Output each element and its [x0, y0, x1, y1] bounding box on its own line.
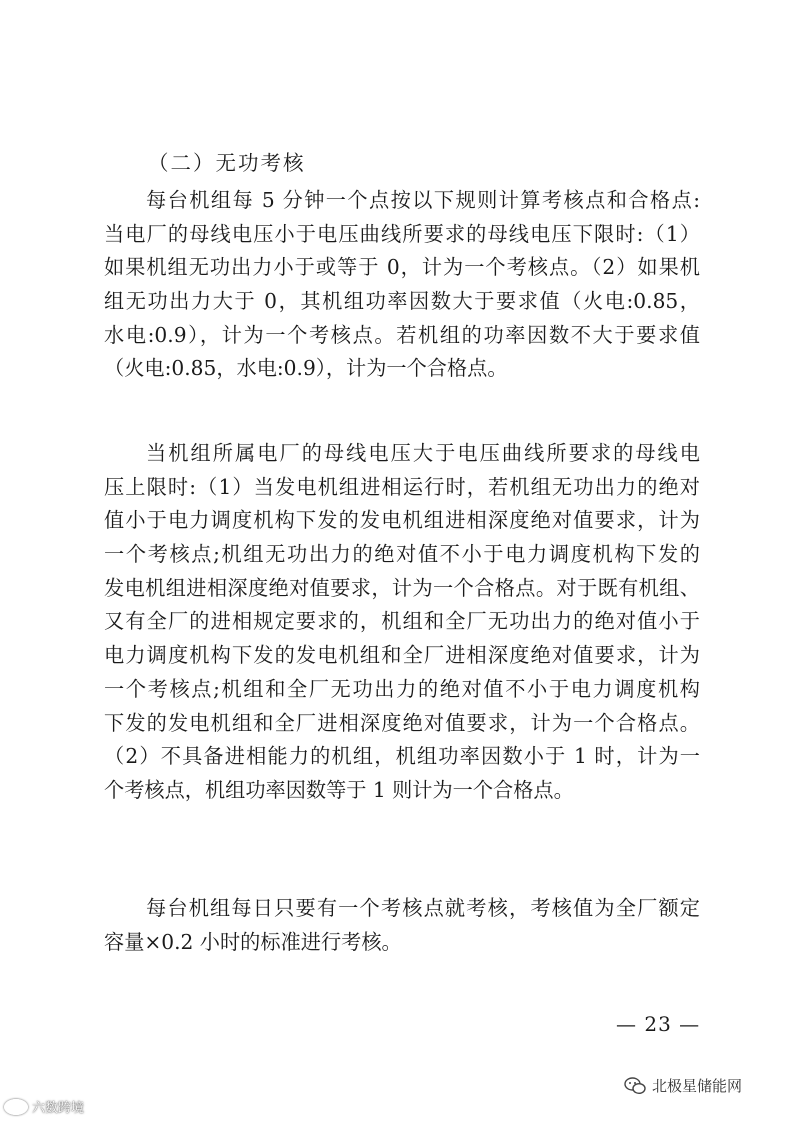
- paragraph-line: 每台机组每 5 分钟一个点按以下规则计算考核点和合格点:: [146, 188, 700, 212]
- paragraph-line: 值小于电力调度机构下发的发电机组进相深度绝对值要求，计为: [104, 508, 700, 533]
- paragraph-line: 水电:0.9），计为一个考核点。若机组的功率因数不大于要求值: [104, 322, 700, 347]
- paragraph-line: 一个考核点;机组和全厂无功出力的绝对值不小于电力调度机构: [104, 676, 700, 701]
- paragraph-line: 组无功出力大于 0，其机组功率因数大于要求值（火电:0.85，: [104, 289, 700, 314]
- paragraph-line: 个考核点，机组功率因数等于 1 则计为一个合格点。: [104, 777, 574, 802]
- wechat-icon: [624, 1077, 646, 1095]
- paragraph-2: [104, 437, 700, 808]
- paragraph-line: （火电:0.85，水电:0.9），计为一个合格点。: [104, 356, 508, 381]
- paragraph-3: [104, 892, 700, 959]
- watermark-right-text: 北极星储能网: [652, 1077, 743, 1095]
- watermark-logo-icon: [4, 1099, 28, 1115]
- paragraph-line: 当机组所属电厂的母线电压大于电压曲线所要求的母线电: [146, 441, 700, 465]
- paragraph-line: 一个考核点;机组无功出力的绝对值不小于电力调度机构下发的: [104, 542, 700, 567]
- paragraph-line: 又有全厂的进相规定要求的，机组和全厂无功出力的绝对值小于: [104, 609, 700, 634]
- paragraph-line: 电力调度机构下发的发电机组和全厂进相深度绝对值要求，计为: [104, 643, 700, 668]
- paragraph-1: [104, 184, 700, 386]
- paragraph-line: 每台机组每日只要有一个考核点就考核，考核值为全厂额定: [146, 896, 700, 920]
- section-heading: （二）无功考核: [148, 151, 306, 175]
- watermark-right: [624, 1075, 742, 1096]
- paragraph-line: 容量×0.2 小时的标准进行考核。: [104, 929, 402, 954]
- watermark-left: [4, 1097, 84, 1116]
- watermark-left-text: 六数跨境: [32, 1101, 85, 1116]
- page-number: — 23 —: [616, 1012, 701, 1036]
- paragraph-line: 如果机组无功出力小于或等于 0，计为一个考核点。（2）如果机: [104, 255, 700, 280]
- paragraph-line: 下发的发电机组和全厂进相深度绝对值要求，计为一个合格点。: [104, 710, 700, 735]
- paragraph-line: （2）不具备进相能力的机组，机组功率因数小于 1 时，计为一: [104, 744, 700, 769]
- paragraph-line: 当电厂的母线电压小于电压曲线所要求的母线电压下限时:（1）: [104, 221, 700, 246]
- paragraph-line: 发电机组进相深度绝对值要求，计为一个合格点。对于既有机组、: [104, 575, 700, 600]
- paragraph-line: 压上限时:（1）当发电机组进相运行时，若机组无功出力的绝对: [104, 474, 700, 499]
